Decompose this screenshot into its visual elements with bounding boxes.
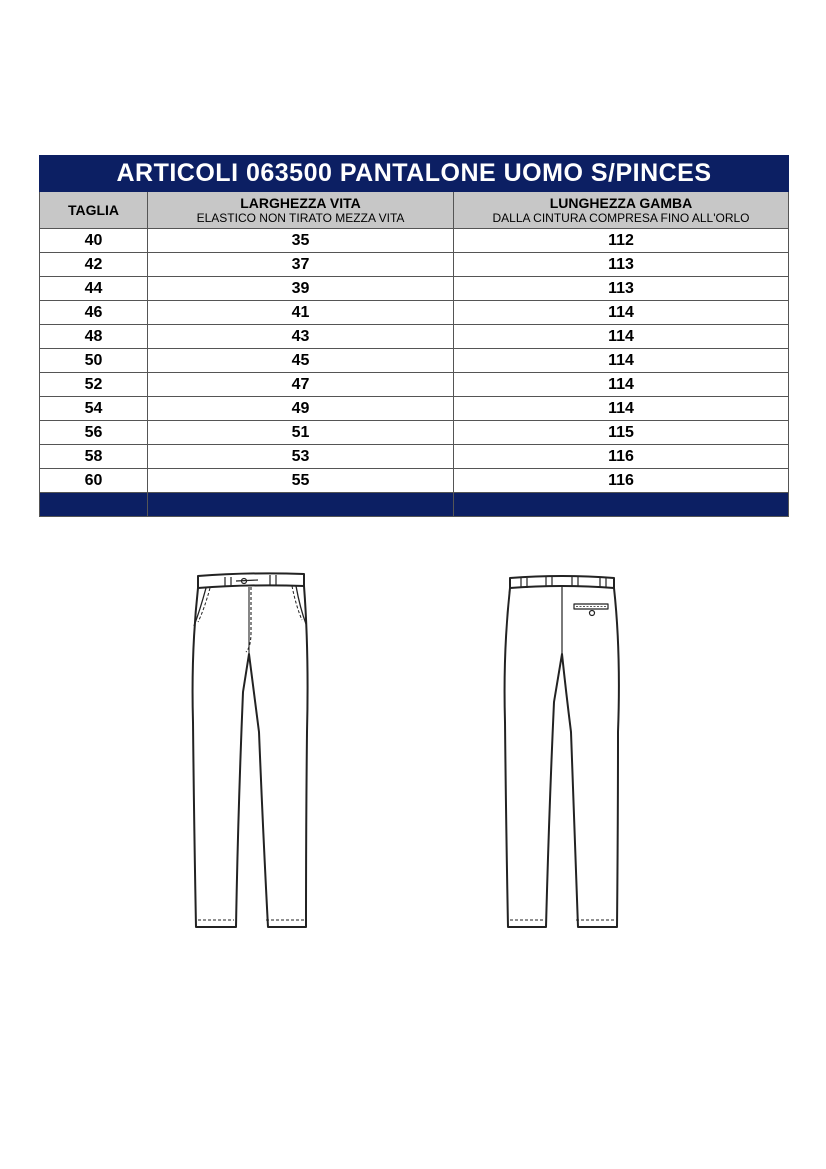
header-leg (454, 192, 789, 229)
cell-leg: 114 (454, 301, 789, 325)
cell-size: 50 (40, 349, 148, 373)
header-row (40, 192, 789, 229)
cell-waist: 47 (148, 373, 454, 397)
table-row (40, 229, 789, 253)
cell-waist: 55 (148, 469, 454, 493)
cell-leg: 116 (454, 445, 789, 469)
table-row (40, 349, 789, 373)
trousers-back-sketch (500, 572, 626, 932)
cell-size: 40 (40, 229, 148, 253)
cell-leg: 112 (454, 229, 789, 253)
table-row (40, 469, 789, 493)
title-row (40, 156, 789, 192)
cell-size: 54 (40, 397, 148, 421)
footer-cell (40, 493, 148, 517)
cell-size: 52 (40, 373, 148, 397)
cell-size: 42 (40, 253, 148, 277)
header-waist (148, 192, 454, 229)
table-footer-row (40, 493, 789, 517)
trousers-front-drawing (188, 572, 314, 932)
table-row (40, 445, 789, 469)
header-waist-label: LARGHEZZA VITA (240, 194, 361, 211)
table-row (40, 253, 789, 277)
size-table (39, 155, 789, 517)
cell-waist: 41 (148, 301, 454, 325)
table-row (40, 277, 789, 301)
cell-size: 44 (40, 277, 148, 301)
cell-leg: 114 (454, 397, 789, 421)
table-row (40, 301, 789, 325)
cell-waist: 53 (148, 445, 454, 469)
cell-waist: 39 (148, 277, 454, 301)
table-title: ARTICOLI 063500 PANTALONE UOMO S/PINCES (40, 156, 789, 192)
cell-leg: 114 (454, 349, 789, 373)
cell-leg: 113 (454, 277, 789, 301)
cell-leg: 114 (454, 325, 789, 349)
cell-size: 56 (40, 421, 148, 445)
trousers-back-drawing (500, 572, 626, 932)
header-size: TAGLIA (40, 192, 148, 229)
table-row (40, 421, 789, 445)
cell-size: 58 (40, 445, 148, 469)
cell-waist: 43 (148, 325, 454, 349)
header-waist-note: ELASTICO NON TIRATO MEZZA VITA (196, 210, 405, 225)
cell-waist: 51 (148, 421, 454, 445)
cell-leg: 116 (454, 469, 789, 493)
footer-cell (148, 493, 454, 517)
table-row (40, 325, 789, 349)
header-leg-note: DALLA CINTURA COMPRESA FINO ALL'ORLO (492, 210, 750, 225)
trousers-front-sketch (188, 572, 314, 932)
cell-size: 46 (40, 301, 148, 325)
table-row (40, 373, 789, 397)
footer-cell (454, 493, 789, 517)
cell-waist: 45 (148, 349, 454, 373)
cell-waist: 35 (148, 229, 454, 253)
cell-waist: 37 (148, 253, 454, 277)
cell-leg: 115 (454, 421, 789, 445)
cell-size: 48 (40, 325, 148, 349)
header-leg-label: LUNGHEZZA GAMBA (549, 194, 693, 211)
cell-size: 60 (40, 469, 148, 493)
cell-leg: 114 (454, 373, 789, 397)
cell-leg: 113 (454, 253, 789, 277)
cell-waist: 49 (148, 397, 454, 421)
table-row (40, 397, 789, 421)
